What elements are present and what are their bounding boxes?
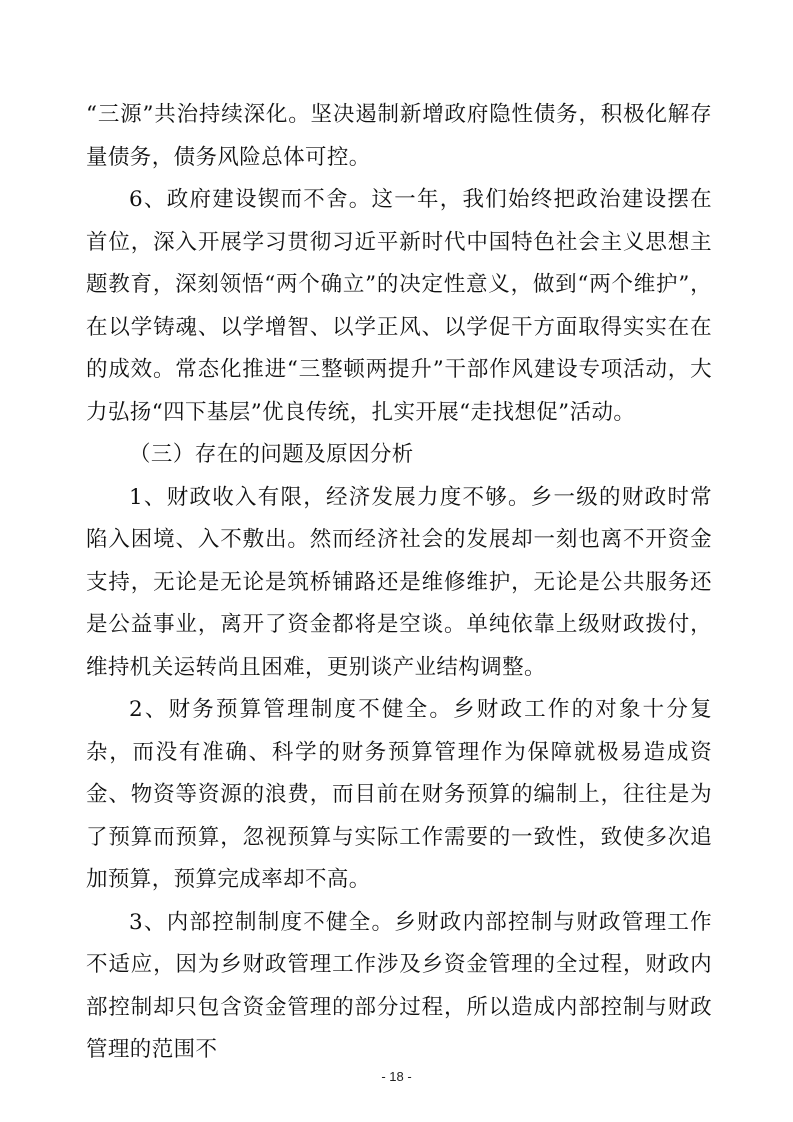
page-number: - 18 - xyxy=(381,1069,412,1084)
paragraph-fiscal-revenue: 1、财政收入有限，经济发展力度不够。乡一级的财政时常陷入困境、入不敷出。然而经济社会的发展却一刻也离不开资金支持，无论是无论是筑桥铺路还是维修维护，无论是公共服务还是公益事业，离开了资金都将是空谈。单纯依靠上级财政拨付，维持机关运转尚且困难，更别谈产业结构调整。 xyxy=(86,484,712,680)
section-heading-problems: （三）存在的问题及原因分析 xyxy=(129,442,414,467)
paragraph-budget-management: 2、财务预算管理制度不健全。乡财政工作的对象十分复杂，而没有准确、科学的财务预算管理作为保障就极易造成资金、物资等资源的浪费，而目前在财务预算的编制上，往往是为了预算而预算，忽视预算与实际工作需要的一致性，致使多次追加预算，预算完成率却不高。 xyxy=(86,697,712,892)
paragraph-internal-control: 3、内部控制制度不健全。乡财政内部控制与财政管理工作不适应，因为乡财政管理工作涉及乡资金管理的全过程，财政内部控制却只包含资金管理的部分过程，所以造成内部控制与财政管理的范围不 xyxy=(86,909,712,1062)
paragraph-debt-risk: “三源”共治持续深化。坚决遏制新增政府隐性债务，积极化解存量债务，债务风险总体可控。 xyxy=(86,102,712,170)
paragraph-government-building: 6、政府建设锲而不舍。这一年，我们始终把政治建设摆在首位，深入开展学习贯彻习近平新时代中国特色社会主义思想主题教育，深刻领悟“两个确立”的决定性意义，做到“两个维护”，在以学铸魂、以学增智、以学正风、以学促干方面取得实实在在的成效。常态化推进“三整顿两提升”干部作风建设专项活动，大力弘扬“四下基层”优良传统，扎实开展“走找想促”活动。 xyxy=(86,187,712,425)
document-body xyxy=(86,94,712,1072)
